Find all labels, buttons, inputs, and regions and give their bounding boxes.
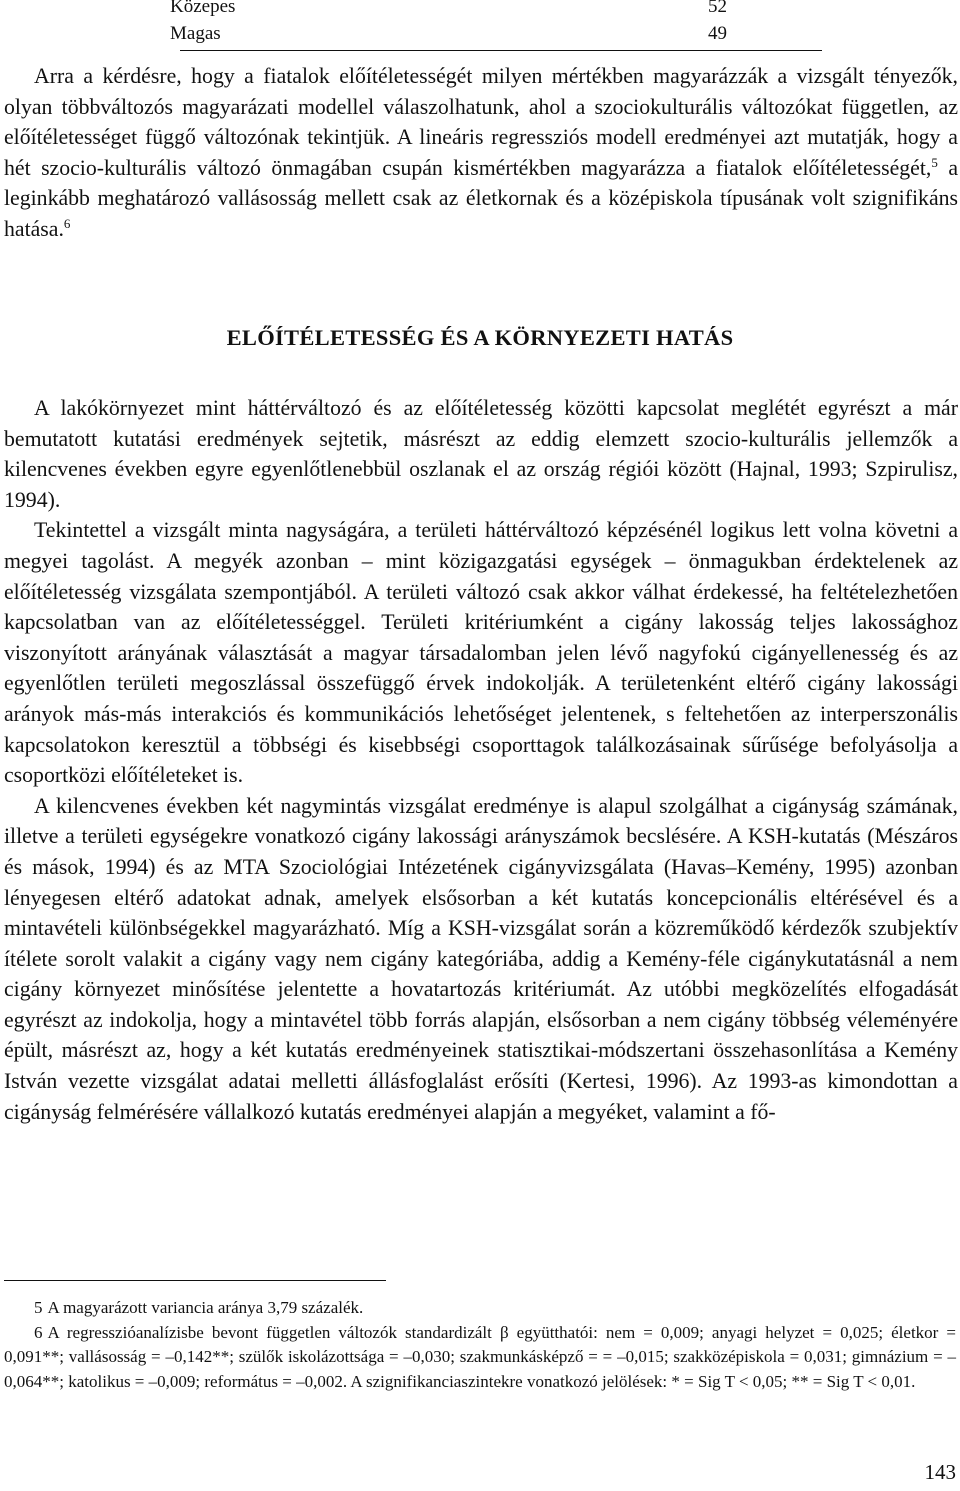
footnote-text: A regresszióanalízisbe bevont független változók standardizált β együtthatói: nem = 0,009; anyagi helyzet = 0,025; életkor = 0,091**; vallásosság = –0,142**; szülők iskolázottsága = –0,030; szakmunkásképző = = –0,015; szakközépiskola = 0,031; gimnázium = –0,064**; katolikus = –0,009; református = –0,002. A szignifikanciaszintekre vonatkozó jelölések: * = Sig T < 0,05; ** = Sig T < 0,01. [4,1322,956,1391]
footnote-ref-6[interactable]: 6 [63,215,71,231]
footnote-text: A magyarázott variancia aránya 3,79 százalék. [47,1298,364,1317]
table-row-label: Magas [170,23,221,44]
paragraph: A lakókörnyezet mint háttérváltozó és az előítéletesség közötti kapcsolat meglétét egyrészt a már bemutatott kutatási eredmények sejtetik, másrészt az eddig elemzett szocio-kulturális jellemzők a kilencvenes években egyre egyenlőtlenebbül oszlanak el az ország régiói között (Hajnal, 1993; Szpirulisz, 1994). [4,396,958,512]
footnote-number: 5 [34,1298,43,1317]
page-number: 143 [924,1460,956,1484]
section-heading: ELŐÍTÉLETESSÉG ÉS A KÖRNYEZETI HATÁS [226,325,734,350]
intro-text-start: Arra a kérdésre, hogy a fiatalok előítéletességét milyen mértékben magyarázzák a vizsgált tényezők, olyan többváltozós magyarázati modellel válaszolhatunk, ahol a szociokulturális változókat független, az előítéletességet függő változónak tekintjük. A lineáris regressziós modell eredményei azt mutatják, hogy a hét szocio-kulturális változó önmagában csupán kismértékben magyarázza a fiatalok előítéletességét, [4,64,958,180]
footnote-number: 6 [34,1322,43,1342]
footnote-separator [4,1280,386,1281]
paragraph: Tekintettel a vizsgált minta nagyságára, a területi háttérváltozó képzésénél logikus lett volna követni a megyei tagolást. A megyék azonban – mint közigazgatási egységek – önmagukban érdektelenek az előítéletesség vizsgálata szempontjából. A területi változó csak akkor válhat érdekessé, ha feltételezhetően kapcsolatban van az előítéletességgel. Területi kritériumként a cigány lakosság teljes lakossághoz viszonyított arányának választását a magyar társadalomban jelen lévő nagyfokú cigányellenesség és az egyenlőtlen területi megoszlással összefüggő érvek indokolják. A területenként eltérő cigány lakossági arányok más-más interakciós és kommunikációs lehetőséget jelentenek, s feltehetően az interperszonális kapcsolatokon keresztül a többségi és kisebbségi csoporttagok találkozásainak sűrűsége befolyásolja a csoportközi előítéleteket is. [4,518,958,788]
section-body [4,393,958,1127]
table-row-value: 49 [708,23,727,44]
footnote-6 [4,1321,956,1395]
table-row-label: Közepes [170,0,236,17]
footnote-5 [4,1296,956,1321]
intro-text-end: a leginkább meghatározó vallásosság mellett csak az életkornak és a középiskola típusának volt szignifikáns hatása. [4,155,958,241]
table-bottom-rule [180,50,822,51]
intro-paragraph [4,61,958,245]
footnote-ref-5[interactable]: 5 [931,154,938,170]
table-row-value: 52 [708,0,727,17]
footnotes [4,1296,956,1394]
paragraph: A kilencvenes években két nagymintás vizsgálat eredménye is alapul szolgálhat a cigányság számának, illetve a területi egységekre vonatkozó cigány lakossági arányszámok becslésére. A KSH-kutatás (Mészáros és mások, 1994) és az MTA Szociológiai Intézetének cigányvizsgálata (Havas–Kemény, 1995) azonban lényegesen eltérő adatokat adnak, amelyek elsősorban a két kutatás koncepcionális eltérésével és a mintavételi különbségekkel magyarázható. Míg a KSH-vizsgálat során a közreműködő kérdezők szubjektív ítélete sorolt valakit a cigány vagy nem cigány kategóriába, addig a Kemény-féle cigánykutatásnál a nem cigány környezet minősítése jelentette a hovatartozás kritériumát. Az utóbbi megközelítés elfogadását egyrészt az indokolja, hogy a mintavétel több forrás alapján, elsősorban a nem cigány többség véleményére épült, másrészt az, hogy a két kutatás eredményeinek statisztikai-módszertani összehasonlítása a Kemény István vezette vizsgálat adatai melletti állásfoglalást erősíti (Kertesi, 1996). Az 1993-as kimondottan a cigányság felmérésére vállalkozó kutatás eredményei alapján a megyéket, valamint a fő- [4,793,958,1124]
